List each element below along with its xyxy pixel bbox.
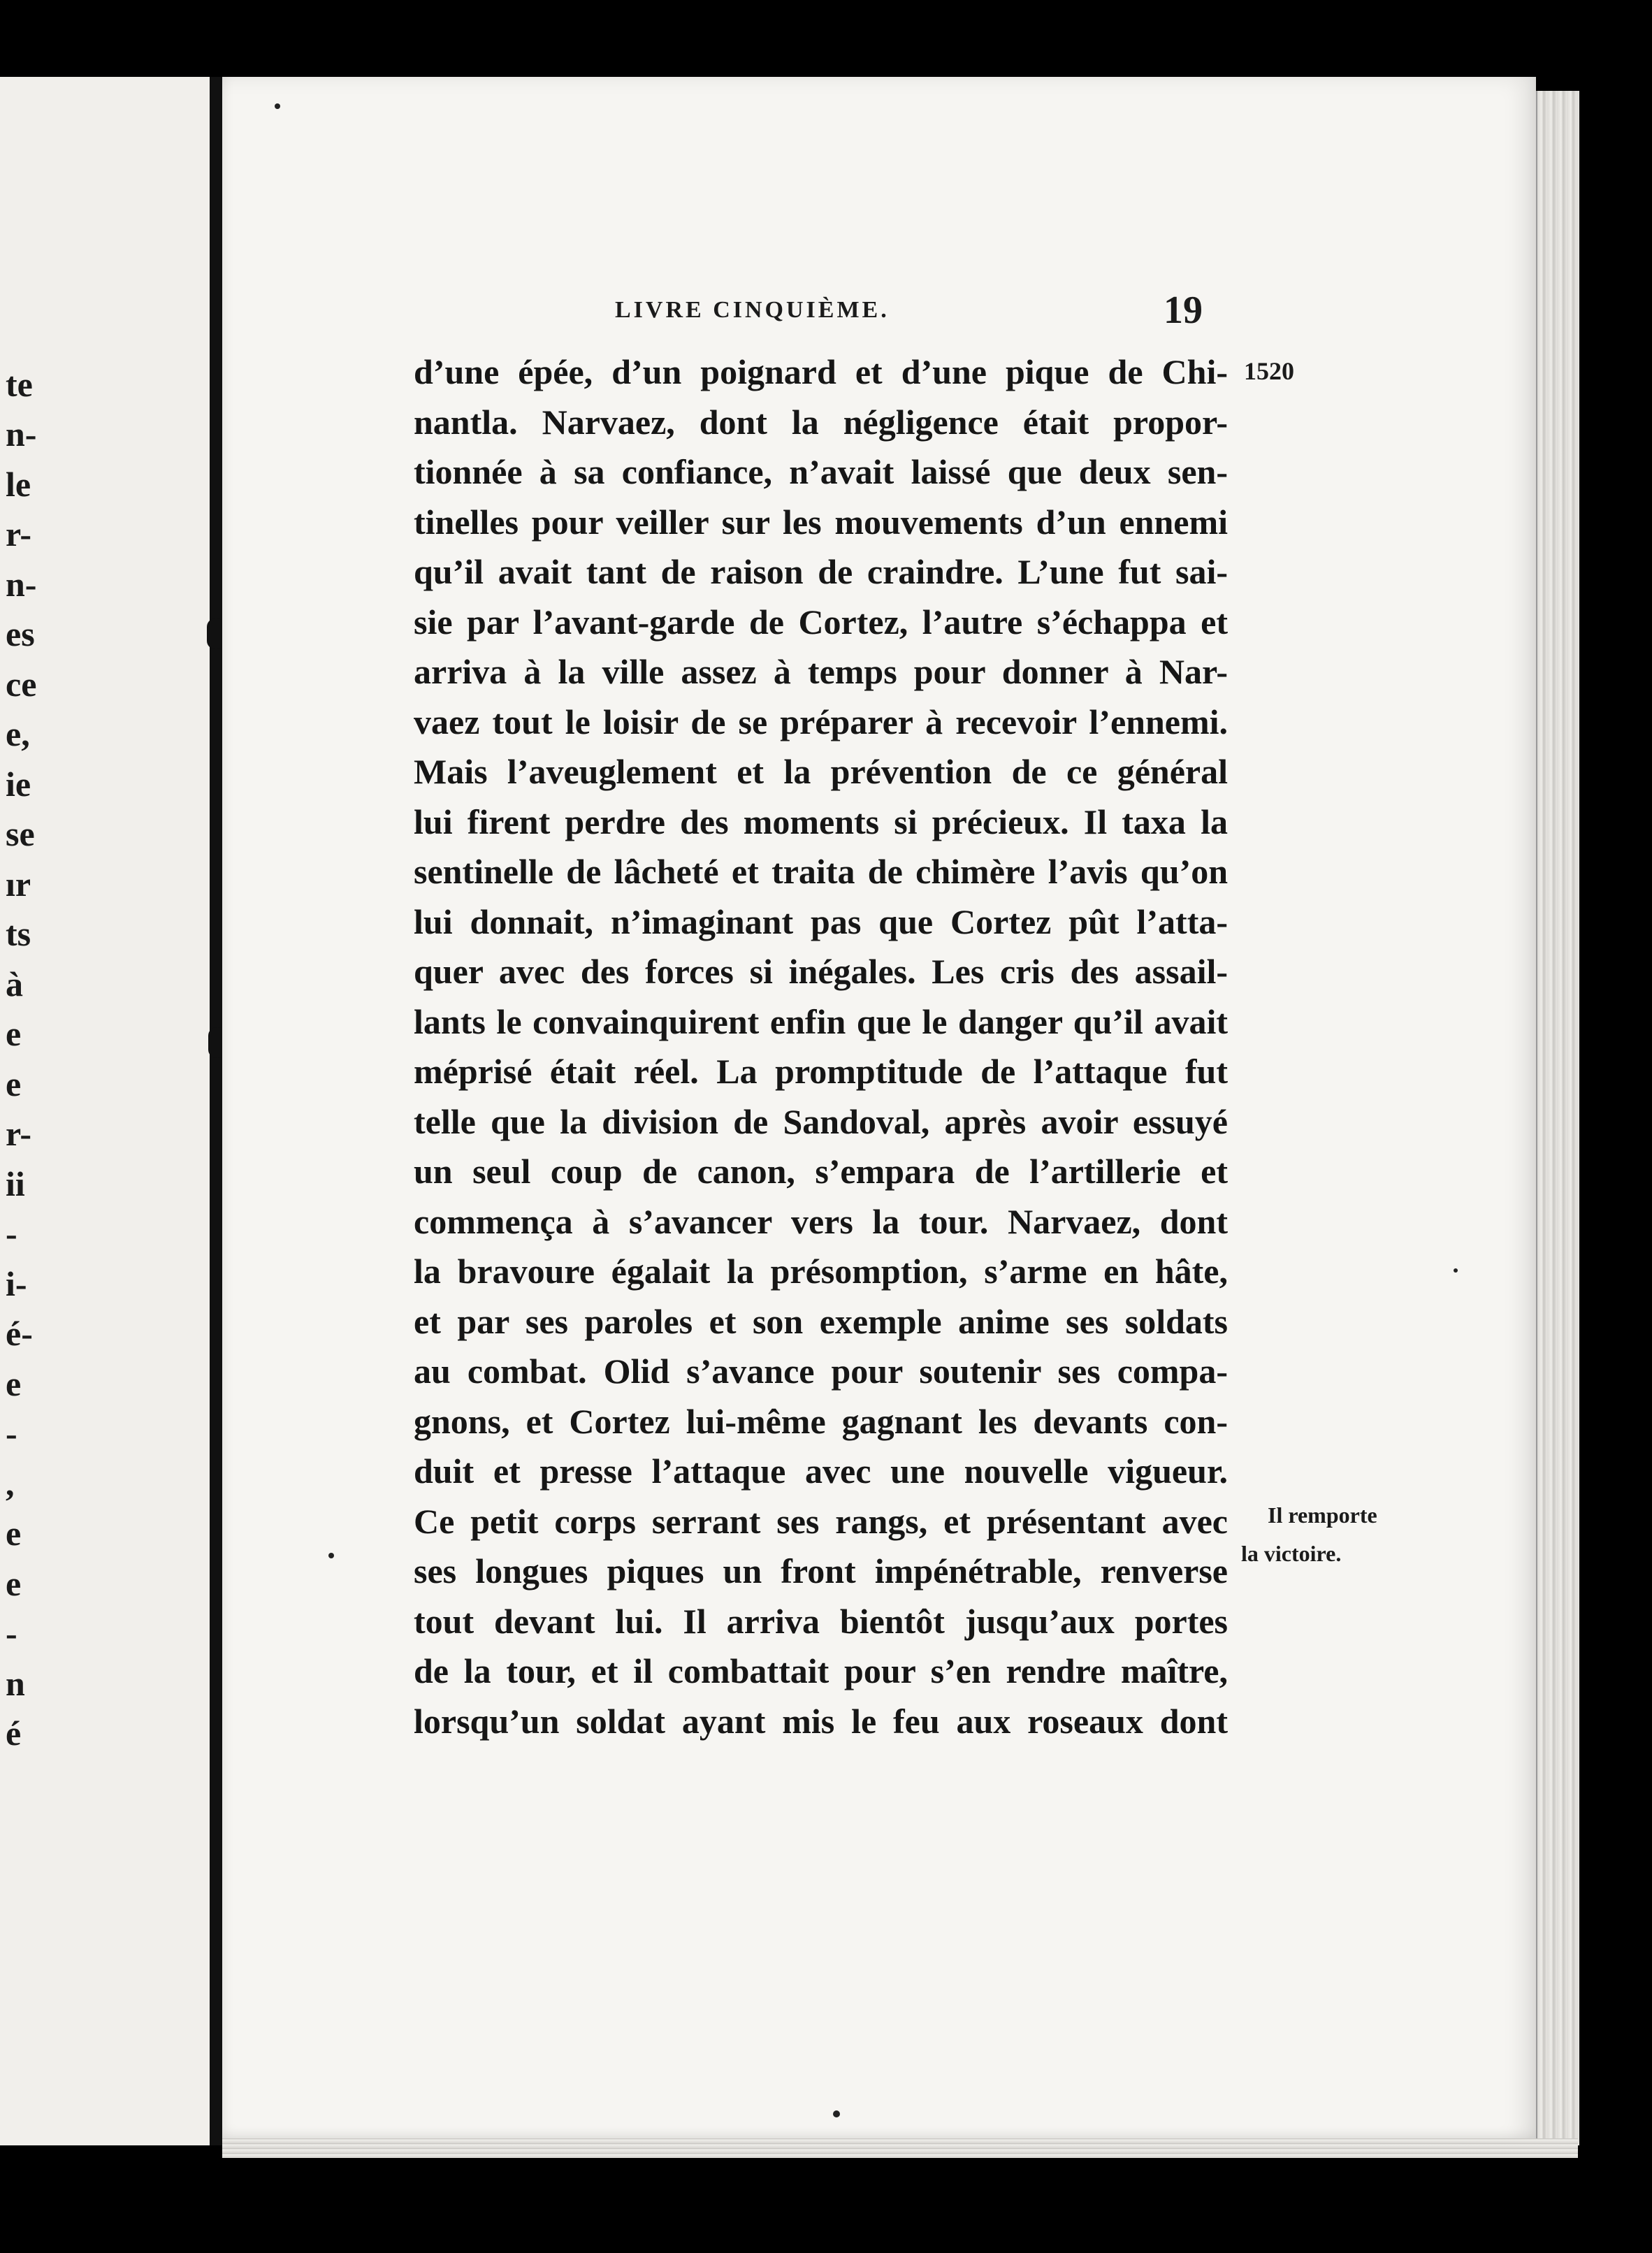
left-fragment: te	[6, 365, 33, 404]
running-head: LIVRE CINQUIÈME.	[615, 297, 890, 323]
page-stack-edge	[1536, 91, 1579, 2145]
text-line: tionnée à sa confiance, n’avait laissé que deux sen-	[414, 452, 1228, 491]
left-fragment: à	[6, 964, 23, 1004]
left-fragment: n-	[6, 414, 37, 454]
left-fragment: e	[6, 1064, 22, 1103]
side-note-line: Il remporte	[1268, 1502, 1377, 1528]
text-line: Ce petit corps serrant ses rangs, et présentant avec	[414, 1501, 1228, 1541]
margin-year: 1520	[1244, 357, 1294, 385]
left-fragment: e	[6, 1564, 22, 1603]
text-line: sentinelle de lâcheté et traita de chimère l’avis qu’on	[414, 852, 1228, 891]
text-line: arriva à la ville assez à temps pour donner à Nar-	[414, 652, 1228, 691]
left-fragment: e,	[6, 714, 30, 753]
left-fragment: e	[6, 1014, 22, 1053]
left-fragment: ii	[6, 1164, 25, 1203]
text-line: commença à s’avancer vers la tour. Narvaez, dont	[414, 1201, 1228, 1241]
text-line: la bravoure égalait la présomption, s’arme en hâte,	[414, 1252, 1228, 1291]
text-line: lorsqu’un soldat ayant mis le feu aux roseaux dont	[414, 1701, 1228, 1741]
left-fragment: e	[6, 1364, 22, 1403]
left-fragment: ,	[6, 1464, 15, 1503]
text-line: au combat. Olid s’avance pour soutenir ses compa-	[414, 1352, 1228, 1391]
text-line: tinelles pour veiller sur les mouvements d’un ennemi	[414, 502, 1228, 542]
text-line: Mais l’aveuglement et la prévention de ce général	[414, 752, 1228, 791]
page-stack-bottom	[222, 2138, 1578, 2158]
left-fragment: es	[6, 614, 35, 653]
left-fragment: -	[6, 1414, 17, 1453]
text-line: ses longues piques un front impénétrable, renverse	[414, 1551, 1228, 1591]
previous-page	[0, 77, 222, 2145]
left-fragment: r-	[6, 514, 31, 553]
text-line: gnons, et Cortez lui-même gagnant les devants con-	[414, 1401, 1228, 1441]
text-line: telle que la division de Sandoval, après avoir essuyé	[414, 1101, 1228, 1141]
text-line: qu’il avait tant de raison de craindre. L’une fut sai-	[414, 552, 1228, 591]
left-fragment: ts	[6, 914, 31, 953]
text-line: lui firent perdre des moments si précieux. Il taxa la	[414, 802, 1228, 841]
left-fragment: le	[6, 465, 31, 504]
left-fragment: ır	[6, 864, 31, 904]
left-fragment: i-	[6, 1264, 27, 1303]
text-line: de la tour, et il combattait pour s’en rendre maître,	[414, 1651, 1228, 1690]
left-fragment: é	[6, 1714, 22, 1753]
left-fragment: -	[6, 1614, 17, 1653]
left-fragment: n-	[6, 565, 37, 604]
ink-speck	[1454, 1268, 1458, 1273]
text-line: un seul coup de canon, s’empara de l’artillerie et	[414, 1152, 1228, 1191]
page-number: 19	[1164, 289, 1203, 332]
text-line: lui donnait, n’imaginant pas que Cortez pût l’atta-	[414, 901, 1228, 941]
left-fragment: n	[6, 1664, 25, 1703]
text-line: et par ses paroles et son exemple anime ses soldats	[414, 1301, 1228, 1341]
text-line: nantla. Narvaez, dont la négligence était propor-	[414, 402, 1228, 442]
left-fragment: -	[6, 1214, 17, 1253]
text-line: tout devant lui. Il arriva bientôt jusqu’aux portes	[414, 1601, 1228, 1641]
left-fragment: ie	[6, 765, 31, 804]
ink-speck	[833, 2110, 840, 2117]
text-line: d’une épée, d’un poignard et d’une pique de Chi-	[414, 352, 1228, 391]
left-fragment: ce	[6, 665, 37, 704]
text-line: lants le convainquirent enfin que le danger qu’il avait	[414, 1001, 1228, 1041]
ink-speck	[328, 1553, 334, 1558]
left-fragment: se	[6, 814, 35, 853]
text-line: quer avec des forces si inégales. Les cris des assail-	[414, 952, 1228, 991]
left-fragment: r-	[6, 1114, 31, 1153]
side-note-line: la victoire.	[1241, 1541, 1342, 1566]
text-line: duit et presse l’attaque avec une nouvelle vigueur.	[414, 1451, 1228, 1491]
left-fragment: e	[6, 1514, 22, 1553]
text-line: méprisé était réel. La promptitude de l’attaque fut	[414, 1052, 1228, 1091]
body-text	[414, 347, 1228, 1746]
text-line: sie par l’avant-garde de Cortez, l’autre s’échappa et	[414, 602, 1228, 642]
text-line: vaez tout le loisir de se préparer à recevoir l’ennemi.	[414, 702, 1228, 741]
ink-speck	[275, 103, 280, 109]
left-fragment: é-	[6, 1314, 33, 1353]
